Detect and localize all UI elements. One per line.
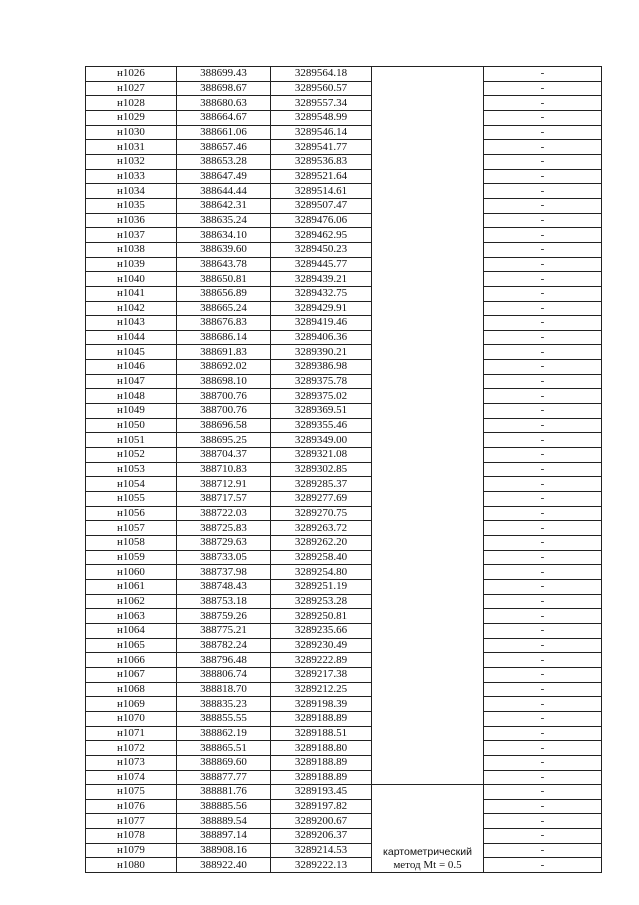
y-coordinate-cell: 3289235.66 <box>271 623 372 638</box>
table-row <box>86 638 602 653</box>
x-coordinate-cell: 388699.43 <box>177 67 271 82</box>
description-cell: - <box>484 374 602 389</box>
point-name-cell: н1061 <box>86 579 177 594</box>
x-coordinate-cell: 388710.83 <box>177 462 271 477</box>
table-row <box>86 741 602 756</box>
description-cell: - <box>484 477 602 492</box>
table-row <box>86 374 602 389</box>
table-row <box>86 492 602 507</box>
description-cell: - <box>484 433 602 448</box>
y-coordinate-cell: 3289200.67 <box>271 814 372 829</box>
point-name-cell: н1044 <box>86 330 177 345</box>
x-coordinate-cell: 388908.16 <box>177 843 271 858</box>
description-cell: - <box>484 726 602 741</box>
table-row <box>86 843 602 858</box>
x-coordinate-cell: 388737.98 <box>177 565 271 580</box>
x-coordinate-cell: 388855.55 <box>177 711 271 726</box>
description-cell: - <box>484 81 602 96</box>
description-cell: - <box>484 184 602 199</box>
description-cell: - <box>484 213 602 228</box>
description-cell: - <box>484 623 602 638</box>
point-name-cell: н1073 <box>86 755 177 770</box>
method-cell-empty <box>372 67 484 785</box>
table-row <box>86 667 602 682</box>
description-cell: - <box>484 272 602 287</box>
y-coordinate-cell: 3289285.37 <box>271 477 372 492</box>
point-name-cell: н1056 <box>86 506 177 521</box>
y-coordinate-cell: 3289432.75 <box>271 286 372 301</box>
table-row <box>86 506 602 521</box>
table-row <box>86 521 602 536</box>
description-cell: - <box>484 858 602 873</box>
y-coordinate-cell: 3289406.36 <box>271 330 372 345</box>
x-coordinate-cell: 388722.03 <box>177 506 271 521</box>
point-name-cell: н1079 <box>86 843 177 858</box>
point-name-cell: н1077 <box>86 814 177 829</box>
y-coordinate-cell: 3289560.57 <box>271 81 372 96</box>
point-name-cell: н1039 <box>86 257 177 272</box>
x-coordinate-cell: 388686.14 <box>177 330 271 345</box>
table-row <box>86 404 602 419</box>
table-row <box>86 653 602 668</box>
description-cell: - <box>484 154 602 169</box>
table-row <box>86 257 602 272</box>
y-coordinate-cell: 3289546.14 <box>271 125 372 140</box>
description-cell: - <box>484 638 602 653</box>
point-name-cell: н1052 <box>86 448 177 463</box>
table-row <box>86 67 602 82</box>
x-coordinate-cell: 388775.21 <box>177 623 271 638</box>
y-coordinate-cell: 3289212.25 <box>271 682 372 697</box>
table-row <box>86 858 602 873</box>
description-cell: - <box>484 594 602 609</box>
point-name-cell: н1043 <box>86 316 177 331</box>
y-coordinate-cell: 3289258.40 <box>271 550 372 565</box>
y-coordinate-cell: 3289250.81 <box>271 609 372 624</box>
point-name-cell: н1070 <box>86 711 177 726</box>
point-name-cell: н1062 <box>86 594 177 609</box>
description-cell: - <box>484 360 602 375</box>
table-row <box>86 389 602 404</box>
description-cell: - <box>484 316 602 331</box>
table-row <box>86 536 602 551</box>
point-name-cell: н1066 <box>86 653 177 668</box>
point-name-cell: н1033 <box>86 169 177 184</box>
y-coordinate-cell: 3289270.75 <box>271 506 372 521</box>
description-cell: - <box>484 110 602 125</box>
x-coordinate-cell: 388676.83 <box>177 316 271 331</box>
table-row <box>86 623 602 638</box>
point-name-cell: н1054 <box>86 477 177 492</box>
table-row <box>86 110 602 125</box>
y-coordinate-cell: 3289375.78 <box>271 374 372 389</box>
y-coordinate-cell: 3289277.69 <box>271 492 372 507</box>
description-cell: - <box>484 67 602 82</box>
y-coordinate-cell: 3289321.08 <box>271 448 372 463</box>
description-cell: - <box>484 330 602 345</box>
point-name-cell: н1048 <box>86 389 177 404</box>
point-name-cell: н1071 <box>86 726 177 741</box>
point-name-cell: н1074 <box>86 770 177 785</box>
y-coordinate-cell: 3289375.02 <box>271 389 372 404</box>
y-coordinate-cell: 3289302.85 <box>271 462 372 477</box>
table-row <box>86 550 602 565</box>
description-cell: - <box>484 506 602 521</box>
description-cell: - <box>484 829 602 844</box>
y-coordinate-cell: 3289507.47 <box>271 198 372 213</box>
table-row <box>86 96 602 111</box>
description-cell: - <box>484 565 602 580</box>
point-name-cell: н1028 <box>86 96 177 111</box>
point-name-cell: н1031 <box>86 140 177 155</box>
y-coordinate-cell: 3289564.18 <box>271 67 372 82</box>
y-coordinate-cell: 3289217.38 <box>271 667 372 682</box>
description-cell: - <box>484 667 602 682</box>
table-row <box>86 360 602 375</box>
x-coordinate-cell: 388639.60 <box>177 242 271 257</box>
y-coordinate-cell: 3289419.46 <box>271 316 372 331</box>
x-coordinate-cell: 388889.54 <box>177 814 271 829</box>
table-row <box>86 140 602 155</box>
x-coordinate-cell: 388661.06 <box>177 125 271 140</box>
table-row <box>86 477 602 492</box>
table-row <box>86 829 602 844</box>
description-cell: - <box>484 125 602 140</box>
description-cell: - <box>484 579 602 594</box>
x-coordinate-cell: 388818.70 <box>177 682 271 697</box>
description-cell: - <box>484 228 602 243</box>
x-coordinate-cell: 388835.23 <box>177 697 271 712</box>
point-name-cell: н1075 <box>86 785 177 800</box>
description-cell: - <box>484 404 602 419</box>
x-coordinate-cell: 388862.19 <box>177 726 271 741</box>
point-name-cell: н1036 <box>86 213 177 228</box>
table-row <box>86 594 602 609</box>
x-coordinate-cell: 388665.24 <box>177 301 271 316</box>
description-cell: - <box>484 799 602 814</box>
y-coordinate-cell: 3289445.77 <box>271 257 372 272</box>
x-coordinate-cell: 388700.76 <box>177 389 271 404</box>
method-cell <box>372 785 484 873</box>
description-cell: - <box>484 492 602 507</box>
point-name-cell: н1050 <box>86 418 177 433</box>
x-coordinate-cell: 388753.18 <box>177 594 271 609</box>
point-name-cell: н1076 <box>86 799 177 814</box>
x-coordinate-cell: 388877.77 <box>177 770 271 785</box>
point-name-cell: н1078 <box>86 829 177 844</box>
y-coordinate-cell: 3289390.21 <box>271 345 372 360</box>
point-name-cell: н1049 <box>86 404 177 419</box>
x-coordinate-cell: 388698.67 <box>177 81 271 96</box>
coordinates-table <box>85 66 602 873</box>
x-coordinate-cell: 388717.57 <box>177 492 271 507</box>
y-coordinate-cell: 3289386.98 <box>271 360 372 375</box>
y-coordinate-cell: 3289193.45 <box>271 785 372 800</box>
x-coordinate-cell: 388725.83 <box>177 521 271 536</box>
point-name-cell: н1046 <box>86 360 177 375</box>
y-coordinate-cell: 3289476.06 <box>271 213 372 228</box>
point-name-cell: н1060 <box>86 565 177 580</box>
y-coordinate-cell: 3289188.89 <box>271 770 372 785</box>
y-coordinate-cell: 3289214.53 <box>271 843 372 858</box>
table-row <box>86 345 602 360</box>
description-cell: - <box>484 462 602 477</box>
table-row <box>86 301 602 316</box>
table-row <box>86 433 602 448</box>
y-coordinate-cell: 3289188.89 <box>271 711 372 726</box>
y-coordinate-cell: 3289253.28 <box>271 594 372 609</box>
point-name-cell: н1068 <box>86 682 177 697</box>
table-row <box>86 579 602 594</box>
point-name-cell: н1063 <box>86 609 177 624</box>
y-coordinate-cell: 3289450.23 <box>271 242 372 257</box>
x-coordinate-cell: 388644.44 <box>177 184 271 199</box>
table-row <box>86 609 602 624</box>
y-coordinate-cell: 3289369.51 <box>271 404 372 419</box>
description-cell: - <box>484 242 602 257</box>
y-coordinate-cell: 3289198.39 <box>271 697 372 712</box>
table-row <box>86 154 602 169</box>
point-name-cell: н1065 <box>86 638 177 653</box>
description-cell: - <box>484 770 602 785</box>
x-coordinate-cell: 388806.74 <box>177 667 271 682</box>
point-name-cell: н1067 <box>86 667 177 682</box>
x-coordinate-cell: 388657.46 <box>177 140 271 155</box>
point-name-cell: н1069 <box>86 697 177 712</box>
point-name-cell: н1027 <box>86 81 177 96</box>
x-coordinate-cell: 388748.43 <box>177 579 271 594</box>
coordinates-table-body <box>86 67 602 873</box>
y-coordinate-cell: 3289197.82 <box>271 799 372 814</box>
description-cell: - <box>484 843 602 858</box>
table-row <box>86 755 602 770</box>
y-coordinate-cell: 3289230.49 <box>271 638 372 653</box>
y-coordinate-cell: 3289462.95 <box>271 228 372 243</box>
description-cell: - <box>484 389 602 404</box>
x-coordinate-cell: 388729.63 <box>177 536 271 551</box>
description-cell: - <box>484 448 602 463</box>
description-cell: - <box>484 198 602 213</box>
x-coordinate-cell: 388698.10 <box>177 374 271 389</box>
table-row <box>86 198 602 213</box>
point-name-cell: н1047 <box>86 374 177 389</box>
x-coordinate-cell: 388865.51 <box>177 741 271 756</box>
x-coordinate-cell: 388635.24 <box>177 213 271 228</box>
point-name-cell: н1058 <box>86 536 177 551</box>
description-cell: - <box>484 741 602 756</box>
table-row <box>86 785 602 800</box>
point-name-cell: н1035 <box>86 198 177 213</box>
table-row <box>86 213 602 228</box>
table-row <box>86 228 602 243</box>
description-cell: - <box>484 697 602 712</box>
point-name-cell: н1064 <box>86 623 177 638</box>
point-name-cell: н1041 <box>86 286 177 301</box>
table-row <box>86 462 602 477</box>
x-coordinate-cell: 388680.63 <box>177 96 271 111</box>
y-coordinate-cell: 3289262.20 <box>271 536 372 551</box>
x-coordinate-cell: 388642.31 <box>177 198 271 213</box>
x-coordinate-cell: 388691.83 <box>177 345 271 360</box>
point-name-cell: н1032 <box>86 154 177 169</box>
point-name-cell: н1026 <box>86 67 177 82</box>
x-coordinate-cell: 388885.56 <box>177 799 271 814</box>
table-row <box>86 711 602 726</box>
table-row <box>86 286 602 301</box>
y-coordinate-cell: 3289222.13 <box>271 858 372 873</box>
description-cell: - <box>484 653 602 668</box>
point-name-cell: н1030 <box>86 125 177 140</box>
y-coordinate-cell: 3289254.80 <box>271 565 372 580</box>
point-name-cell: н1037 <box>86 228 177 243</box>
point-name-cell: н1059 <box>86 550 177 565</box>
table-row <box>86 799 602 814</box>
description-cell: - <box>484 785 602 800</box>
description-cell: - <box>484 521 602 536</box>
description-cell: - <box>484 301 602 316</box>
x-coordinate-cell: 388634.10 <box>177 228 271 243</box>
y-coordinate-cell: 3289251.19 <box>271 579 372 594</box>
description-cell: - <box>484 286 602 301</box>
method-name: картометрический <box>383 846 472 859</box>
y-coordinate-cell: 3289429.91 <box>271 301 372 316</box>
x-coordinate-cell: 388712.91 <box>177 477 271 492</box>
description-cell: - <box>484 536 602 551</box>
point-name-cell: н1045 <box>86 345 177 360</box>
y-coordinate-cell: 3289188.89 <box>271 755 372 770</box>
x-coordinate-cell: 388647.49 <box>177 169 271 184</box>
table-row <box>86 418 602 433</box>
point-name-cell: н1080 <box>86 858 177 873</box>
y-coordinate-cell: 3289206.37 <box>271 829 372 844</box>
point-name-cell: н1038 <box>86 242 177 257</box>
y-coordinate-cell: 3289541.77 <box>271 140 372 155</box>
x-coordinate-cell: 388653.28 <box>177 154 271 169</box>
y-coordinate-cell: 3289355.46 <box>271 418 372 433</box>
y-coordinate-cell: 3289521.64 <box>271 169 372 184</box>
point-name-cell: н1042 <box>86 301 177 316</box>
description-cell: - <box>484 96 602 111</box>
x-coordinate-cell: 388656.89 <box>177 286 271 301</box>
table-row <box>86 81 602 96</box>
table-row <box>86 330 602 345</box>
description-cell: - <box>484 755 602 770</box>
y-coordinate-cell: 3289536.83 <box>271 154 372 169</box>
description-cell: - <box>484 550 602 565</box>
table-row <box>86 814 602 829</box>
description-cell: - <box>484 345 602 360</box>
x-coordinate-cell: 388897.14 <box>177 829 271 844</box>
y-coordinate-cell: 3289263.72 <box>271 521 372 536</box>
table-row <box>86 272 602 287</box>
x-coordinate-cell: 388759.26 <box>177 609 271 624</box>
table-row <box>86 184 602 199</box>
y-coordinate-cell: 3289439.21 <box>271 272 372 287</box>
point-name-cell: н1040 <box>86 272 177 287</box>
description-cell: - <box>484 814 602 829</box>
x-coordinate-cell: 388700.76 <box>177 404 271 419</box>
description-cell: - <box>484 257 602 272</box>
description-cell: - <box>484 418 602 433</box>
table-row <box>86 169 602 184</box>
x-coordinate-cell: 388643.78 <box>177 257 271 272</box>
table-row <box>86 448 602 463</box>
y-coordinate-cell: 3289222.89 <box>271 653 372 668</box>
x-coordinate-cell: 388704.37 <box>177 448 271 463</box>
y-coordinate-cell: 3289188.51 <box>271 726 372 741</box>
x-coordinate-cell: 388664.67 <box>177 110 271 125</box>
table-row <box>86 565 602 580</box>
y-coordinate-cell: 3289514.61 <box>271 184 372 199</box>
table-row <box>86 697 602 712</box>
y-coordinate-cell: 3289349.00 <box>271 433 372 448</box>
table-row <box>86 770 602 785</box>
x-coordinate-cell: 388695.25 <box>177 433 271 448</box>
x-coordinate-cell: 388922.40 <box>177 858 271 873</box>
table-row <box>86 242 602 257</box>
y-coordinate-cell: 3289188.80 <box>271 741 372 756</box>
point-name-cell: н1053 <box>86 462 177 477</box>
point-name-cell: н1072 <box>86 741 177 756</box>
table-row <box>86 726 602 741</box>
table-row <box>86 682 602 697</box>
x-coordinate-cell: 388782.24 <box>177 638 271 653</box>
table-row <box>86 316 602 331</box>
description-cell: - <box>484 682 602 697</box>
y-coordinate-cell: 3289548.99 <box>271 110 372 125</box>
x-coordinate-cell: 388696.58 <box>177 418 271 433</box>
point-name-cell: н1051 <box>86 433 177 448</box>
x-coordinate-cell: 388650.81 <box>177 272 271 287</box>
description-cell: - <box>484 169 602 184</box>
description-cell: - <box>484 140 602 155</box>
y-coordinate-cell: 3289557.34 <box>271 96 372 111</box>
description-cell: - <box>484 609 602 624</box>
point-name-cell: н1029 <box>86 110 177 125</box>
x-coordinate-cell: 388733.05 <box>177 550 271 565</box>
x-coordinate-cell: 388881.76 <box>177 785 271 800</box>
point-name-cell: н1034 <box>86 184 177 199</box>
description-cell: - <box>484 711 602 726</box>
x-coordinate-cell: 388692.02 <box>177 360 271 375</box>
method-accuracy: метод Mt = 0.5 <box>393 859 462 872</box>
point-name-cell: н1055 <box>86 492 177 507</box>
table-row <box>86 125 602 140</box>
x-coordinate-cell: 388869.60 <box>177 755 271 770</box>
point-name-cell: н1057 <box>86 521 177 536</box>
x-coordinate-cell: 388796.48 <box>177 653 271 668</box>
